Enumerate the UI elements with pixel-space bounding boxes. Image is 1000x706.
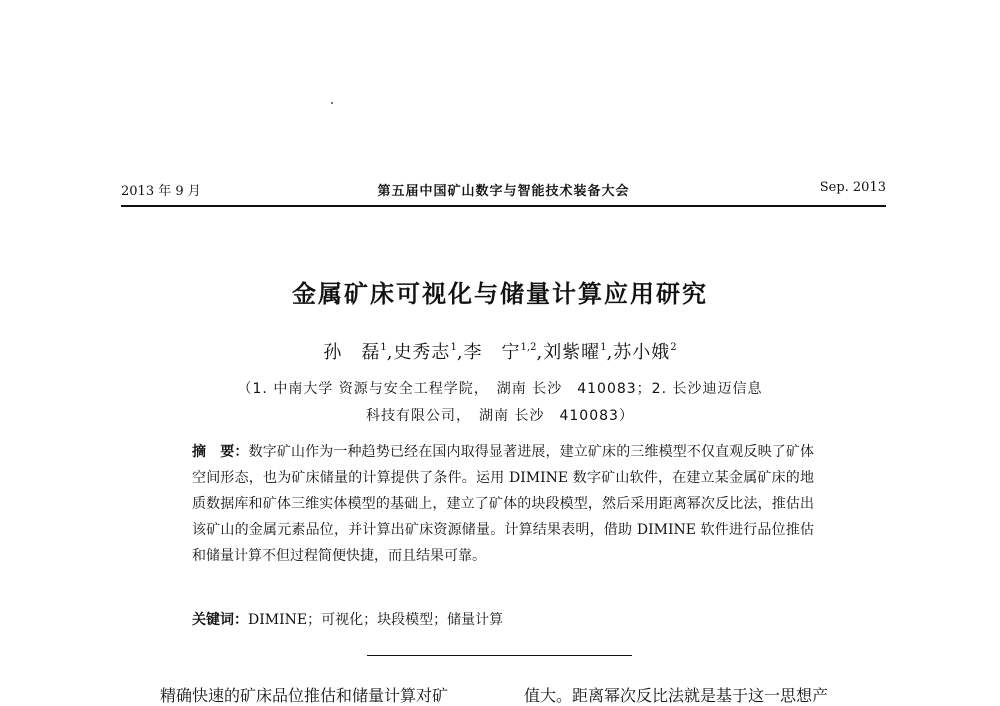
paper-title: 金属矿床可视化与储量计算应用研究 <box>292 280 708 308</box>
abstract-text: 数字矿山作为一种趋势已经在国内取得显著进展，建立矿床的三维模型不仅直观反映了矿体空间形态，也为矿床储量的计算提供了条件。运用 DIMINE 数字矿山软件，在建立某金属矿床的地质数据库和矿体三维实体模型的基础上，建立了矿体的块段模型，然后采用距离幂次反比法，推估出该矿山的金属元素品位，并计算出矿床资源储量。计算结果表明，借助 DIMINE 软件进行品位推估和储量计算不但过程简便快捷，而且结果可靠。 <box>192 444 815 564</box>
abstract <box>192 439 814 569</box>
header-rule <box>121 205 886 207</box>
header-date-en: Sep. 2013 <box>819 180 886 195</box>
keywords <box>192 609 814 629</box>
affiliation-line-1: （1. 中南大学 资源与安全工程学院， 湖南 长沙 410083；2. 长沙迪迈信息 <box>237 381 763 397</box>
keywords-text: DIMINE；可视化；块段模型；储量计算 <box>248 612 504 628</box>
author: 李 宁$^{1,2}$, <box>463 342 544 363</box>
author: 苏小娥$^2$ <box>613 342 677 363</box>
keywords-label: 关键词： <box>192 612 248 628</box>
author: 史秀志$^1$, <box>393 342 464 363</box>
author: 刘紫曜$^1$, <box>543 342 614 363</box>
affiliation-line-2: 科技有限公司， 湖南 长沙 410083） <box>366 408 634 424</box>
running-header <box>121 176 886 200</box>
body-text-column-left: 精确快速的矿床品位推估和储量计算对矿 <box>160 686 449 705</box>
author: 孙 磊$^1$, <box>323 342 394 363</box>
author-list <box>0 338 1000 364</box>
header-date: 2013 年 9 月 <box>121 184 201 199</box>
abstract-label: 摘 要： <box>192 444 249 460</box>
scan-speck <box>331 102 333 104</box>
header-conference: 第五届中国矿山数字与智能技术装备大会 <box>377 184 630 199</box>
section-divider <box>367 655 632 656</box>
body-text-column-right: 值大。距离幂次反比法就是基于这一思想产 <box>524 686 829 705</box>
